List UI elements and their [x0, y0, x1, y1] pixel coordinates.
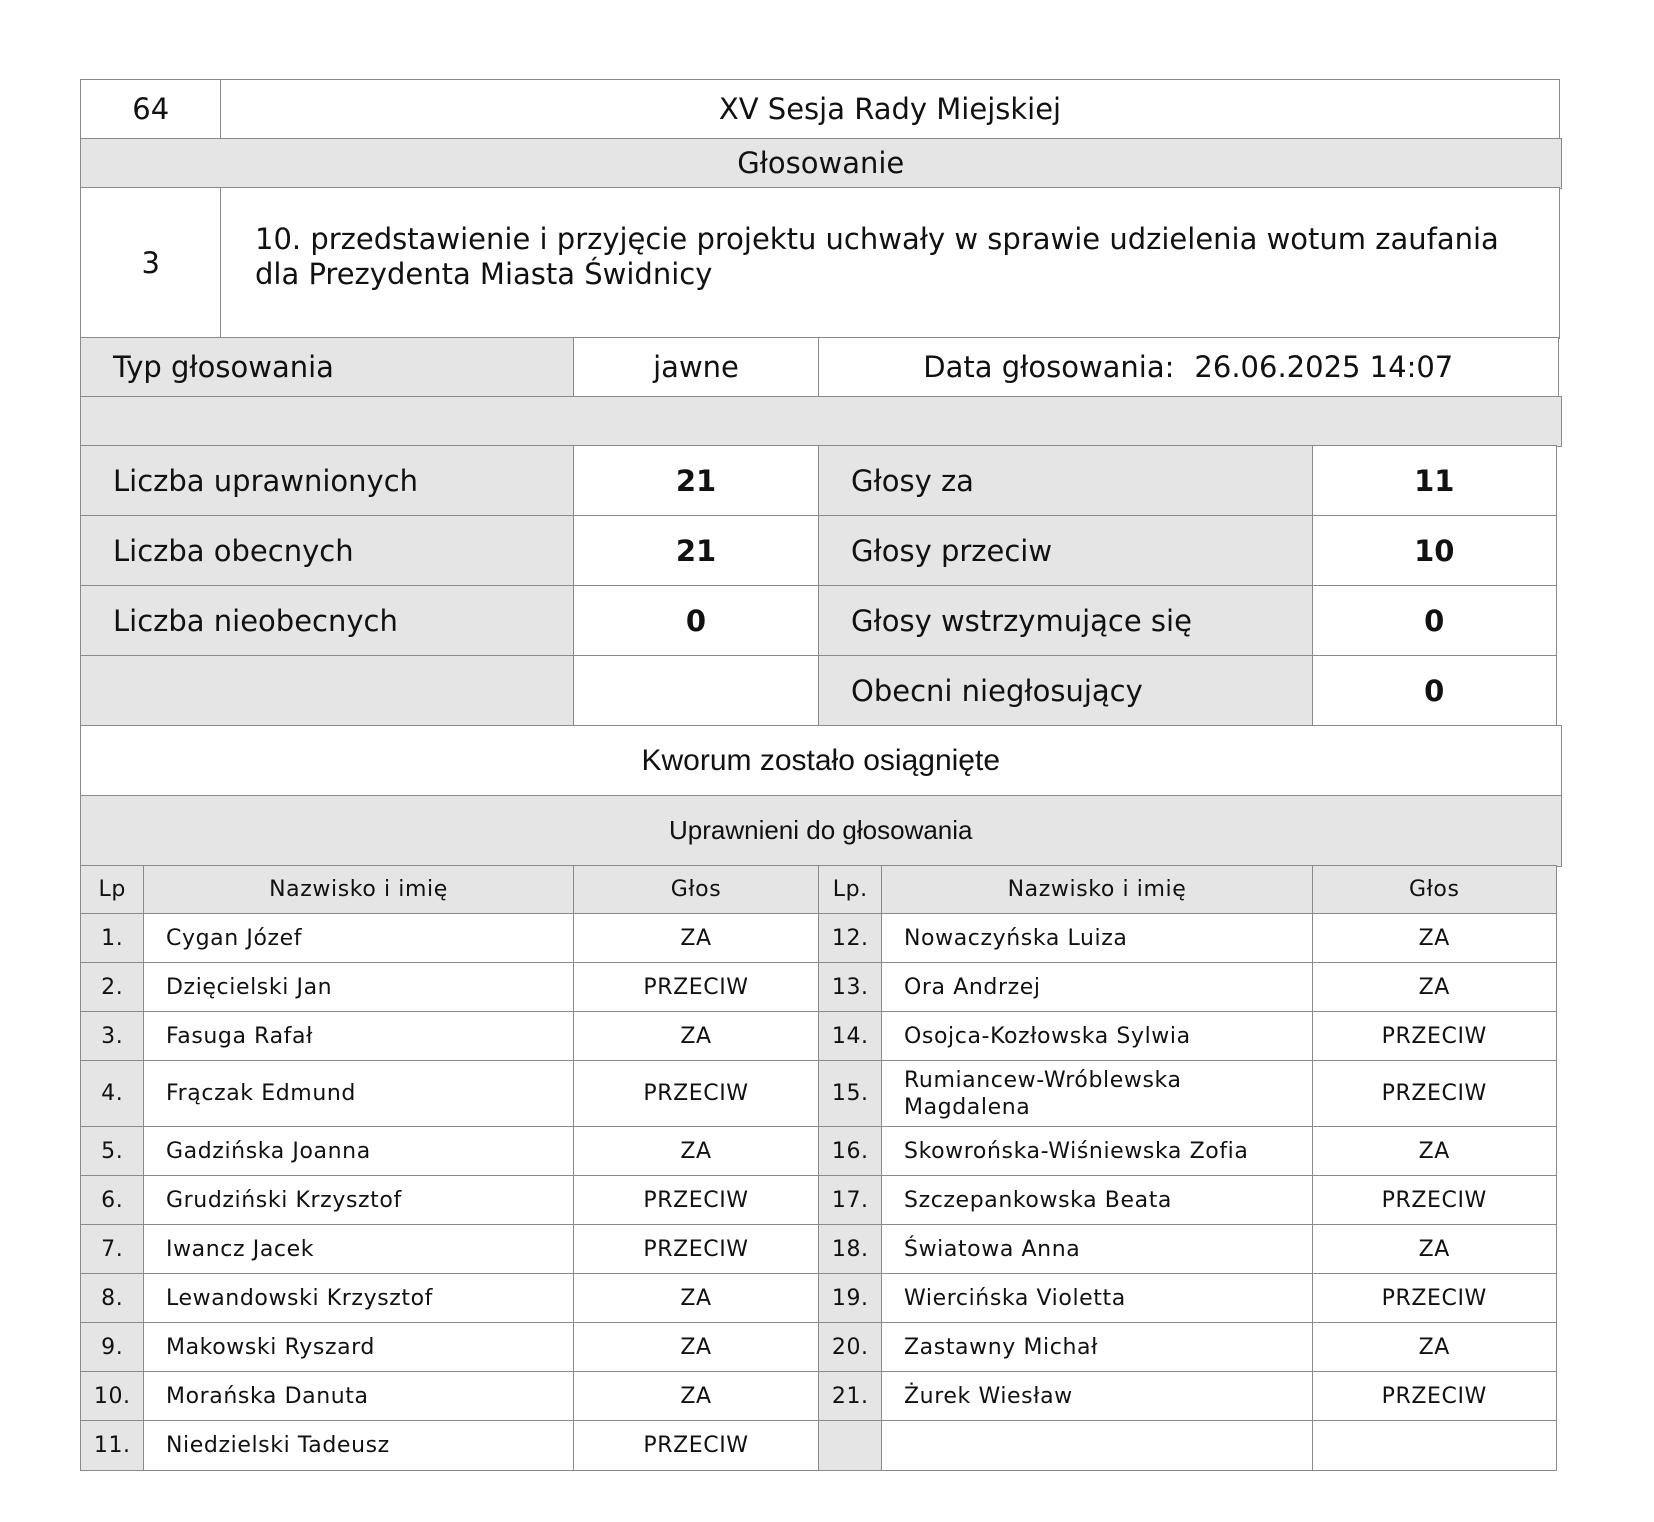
voter-name-empty: [881, 1420, 1313, 1471]
voter-name: Fasuga Rafał: [143, 1011, 574, 1062]
voter-vote: ZA: [1312, 1126, 1558, 1177]
voter-lp: 8.: [80, 1273, 145, 1324]
voter-name: Wiercińska Violetta: [881, 1273, 1313, 1324]
vote-date-cell: [818, 337, 1559, 398]
voter-vote: ZA: [573, 1322, 820, 1373]
voter-lp: 15.: [818, 1060, 883, 1128]
table-row: [80, 1371, 1560, 1420]
vote-type-value: jawne: [573, 337, 820, 398]
vote-date-label: Data głosowania:: [923, 350, 1175, 385]
voter-vote: ZA: [573, 1011, 820, 1062]
voter-vote: PRZECIW: [1312, 1371, 1558, 1422]
voter-lp: 9.: [80, 1322, 145, 1373]
voter-vote: ZA: [1312, 913, 1558, 964]
stat-value-present: 21: [573, 515, 820, 587]
stat-label-present: Liczba obecnych: [80, 515, 574, 587]
voter-name: Światowa Anna: [881, 1224, 1313, 1275]
voter-lp: 18.: [818, 1224, 883, 1275]
stat-value-for: 11: [1312, 445, 1558, 517]
stat-label-not-voting: Obecni niegłosujący: [818, 655, 1313, 727]
voter-vote: ZA: [1312, 1322, 1558, 1373]
quorum-row: [80, 725, 1560, 795]
table-row: [80, 1224, 1560, 1273]
table-row: [80, 1273, 1560, 1322]
voter-lp: 2.: [80, 962, 145, 1013]
voter-lp: 14.: [818, 1011, 883, 1062]
stat-value-against: 10: [1312, 515, 1558, 587]
eligible-header-row: [80, 795, 1560, 865]
table-row: [80, 913, 1560, 962]
voter-lp: 10.: [80, 1371, 145, 1422]
voter-name: Frączak Edmund: [143, 1060, 574, 1128]
voter-name: Nowaczyńska Luiza: [881, 913, 1313, 964]
col-lp-right: Lp.: [818, 865, 883, 915]
col-name-right: Nazwisko i imię: [881, 865, 1313, 915]
item-row: [80, 187, 1560, 337]
voter-vote: ZA: [573, 1273, 820, 1324]
stat-value-eligible: 21: [573, 445, 820, 517]
voter-vote: ZA: [573, 1371, 820, 1422]
section-title: Głosowanie: [80, 138, 1562, 189]
stat-value-not-voting: 0: [1312, 655, 1558, 727]
voting-report: [80, 79, 1560, 1469]
section-row: [80, 138, 1560, 187]
col-vote-right: Głos: [1312, 865, 1558, 915]
voter-lp: 7.: [80, 1224, 145, 1275]
voter-name: Szczepankowska Beata: [881, 1175, 1313, 1226]
voter-lp: 16.: [818, 1126, 883, 1177]
stat-value-absent: 0: [573, 585, 820, 657]
vote-type-label: Typ głosowania: [80, 337, 574, 398]
eligible-header: Uprawnieni do głosowania: [80, 795, 1562, 867]
voter-lp: 20.: [818, 1322, 883, 1373]
voter-lp: 21.: [818, 1371, 883, 1422]
voter-vote: ZA: [1312, 1224, 1558, 1275]
voter-name: Grudziński Krzysztof: [143, 1175, 574, 1226]
voter-vote: PRZECIW: [573, 1060, 820, 1128]
voter-vote: PRZECIW: [1312, 1273, 1558, 1324]
item-title-cell: [220, 187, 1560, 339]
stat-value-abstain: 0: [1312, 585, 1558, 657]
voter-vote-empty: [1312, 1420, 1558, 1471]
voter-lp: 17.: [818, 1175, 883, 1226]
voter-name: Zastawny Michał: [881, 1322, 1313, 1373]
table-row: [80, 1011, 1560, 1060]
table-row: [80, 1322, 1560, 1371]
voter-name: Cygan Józef: [143, 913, 574, 964]
col-name-left: Nazwisko i imię: [143, 865, 574, 915]
session-number: 64: [80, 79, 222, 140]
stats-row-2: [80, 515, 1560, 585]
voter-lp: 6.: [80, 1175, 145, 1226]
stat-label-eligible: Liczba uprawnionych: [80, 445, 574, 517]
voter-lp: 5.: [80, 1126, 145, 1177]
stat-label-for: Głosy za: [818, 445, 1313, 517]
quorum-status: Kworum zostało osiągnięte: [80, 725, 1562, 797]
stats-row-1: [80, 445, 1560, 515]
spacer-row: [80, 396, 1560, 445]
table-row: [80, 1126, 1560, 1175]
table-row: [80, 1175, 1560, 1224]
voter-lp: 4.: [80, 1060, 145, 1128]
voter-lp: 3.: [80, 1011, 145, 1062]
voter-lp: 1.: [80, 913, 145, 964]
stat-empty-value: [573, 655, 820, 727]
vote-date-value: 26.06.2025 14:07: [1194, 350, 1454, 385]
stats-row-3: [80, 585, 1560, 655]
voter-vote: ZA: [573, 1126, 820, 1177]
voter-name: Skowrońska-Wiśniewska Zofia: [881, 1126, 1313, 1177]
stat-label-against: Głosy przeciw: [818, 515, 1313, 587]
voter-lp: 19.: [818, 1273, 883, 1324]
stats-row-4: [80, 655, 1560, 725]
voter-name: Iwancz Jacek: [143, 1224, 574, 1275]
stat-empty-label: [80, 655, 574, 727]
voter-vote: PRZECIW: [1312, 1175, 1558, 1226]
vote-type-row: [80, 337, 1560, 396]
table-row: [80, 1060, 1560, 1126]
voter-vote: PRZECIW: [1312, 1060, 1558, 1128]
voter-name: Osojca-Kozłowska Sylwia: [881, 1011, 1313, 1062]
stat-label-absent: Liczba nieobecnych: [80, 585, 574, 657]
voter-name: Żurek Wiesław: [881, 1371, 1313, 1422]
table-row: [80, 1420, 1560, 1469]
voter-vote: PRZECIW: [573, 1420, 820, 1471]
voter-vote: PRZECIW: [573, 962, 820, 1013]
voter-lp: 11.: [80, 1420, 145, 1471]
table-row: [80, 962, 1560, 1011]
voter-vote: ZA: [1312, 962, 1558, 1013]
columns-header-row: [80, 865, 1560, 913]
voter-lp: 12.: [818, 913, 883, 964]
voter-vote: PRZECIW: [573, 1175, 820, 1226]
voter-name: Morańska Danuta: [143, 1371, 574, 1422]
voter-vote: PRZECIW: [1312, 1011, 1558, 1062]
stat-label-abstain: Głosy wstrzymujące się: [818, 585, 1313, 657]
spacer-cell: [80, 396, 1562, 447]
voter-lp: 13.: [818, 962, 883, 1013]
voter-name: Gadzińska Joanna: [143, 1126, 574, 1177]
voter-name: Lewandowski Krzysztof: [143, 1273, 574, 1324]
voter-lp-empty: [818, 1420, 883, 1471]
col-lp-left: Lp: [80, 865, 145, 915]
header-row: [80, 79, 1560, 138]
voter-vote: PRZECIW: [573, 1224, 820, 1275]
col-vote-left: Głos: [573, 865, 820, 915]
item-number: 3: [80, 187, 222, 339]
voter-vote: ZA: [573, 913, 820, 964]
voter-name: Niedzielski Tadeusz: [143, 1420, 574, 1471]
voter-name: Ora Andrzej: [881, 962, 1313, 1013]
voter-name: Makowski Ryszard: [143, 1322, 574, 1373]
voter-name: Rumiancew-Wróblewska Magdalena: [881, 1060, 1313, 1128]
voter-name: Dzięcielski Jan: [143, 962, 574, 1013]
item-title: 10. przedstawienie i przyjęcie projektu uchwały w sprawie udzielenia wotum zaufania dla Prezydenta Miasta Świdnicy: [255, 221, 1499, 291]
session-title: XV Sesja Rady Miejskiej: [220, 79, 1560, 140]
